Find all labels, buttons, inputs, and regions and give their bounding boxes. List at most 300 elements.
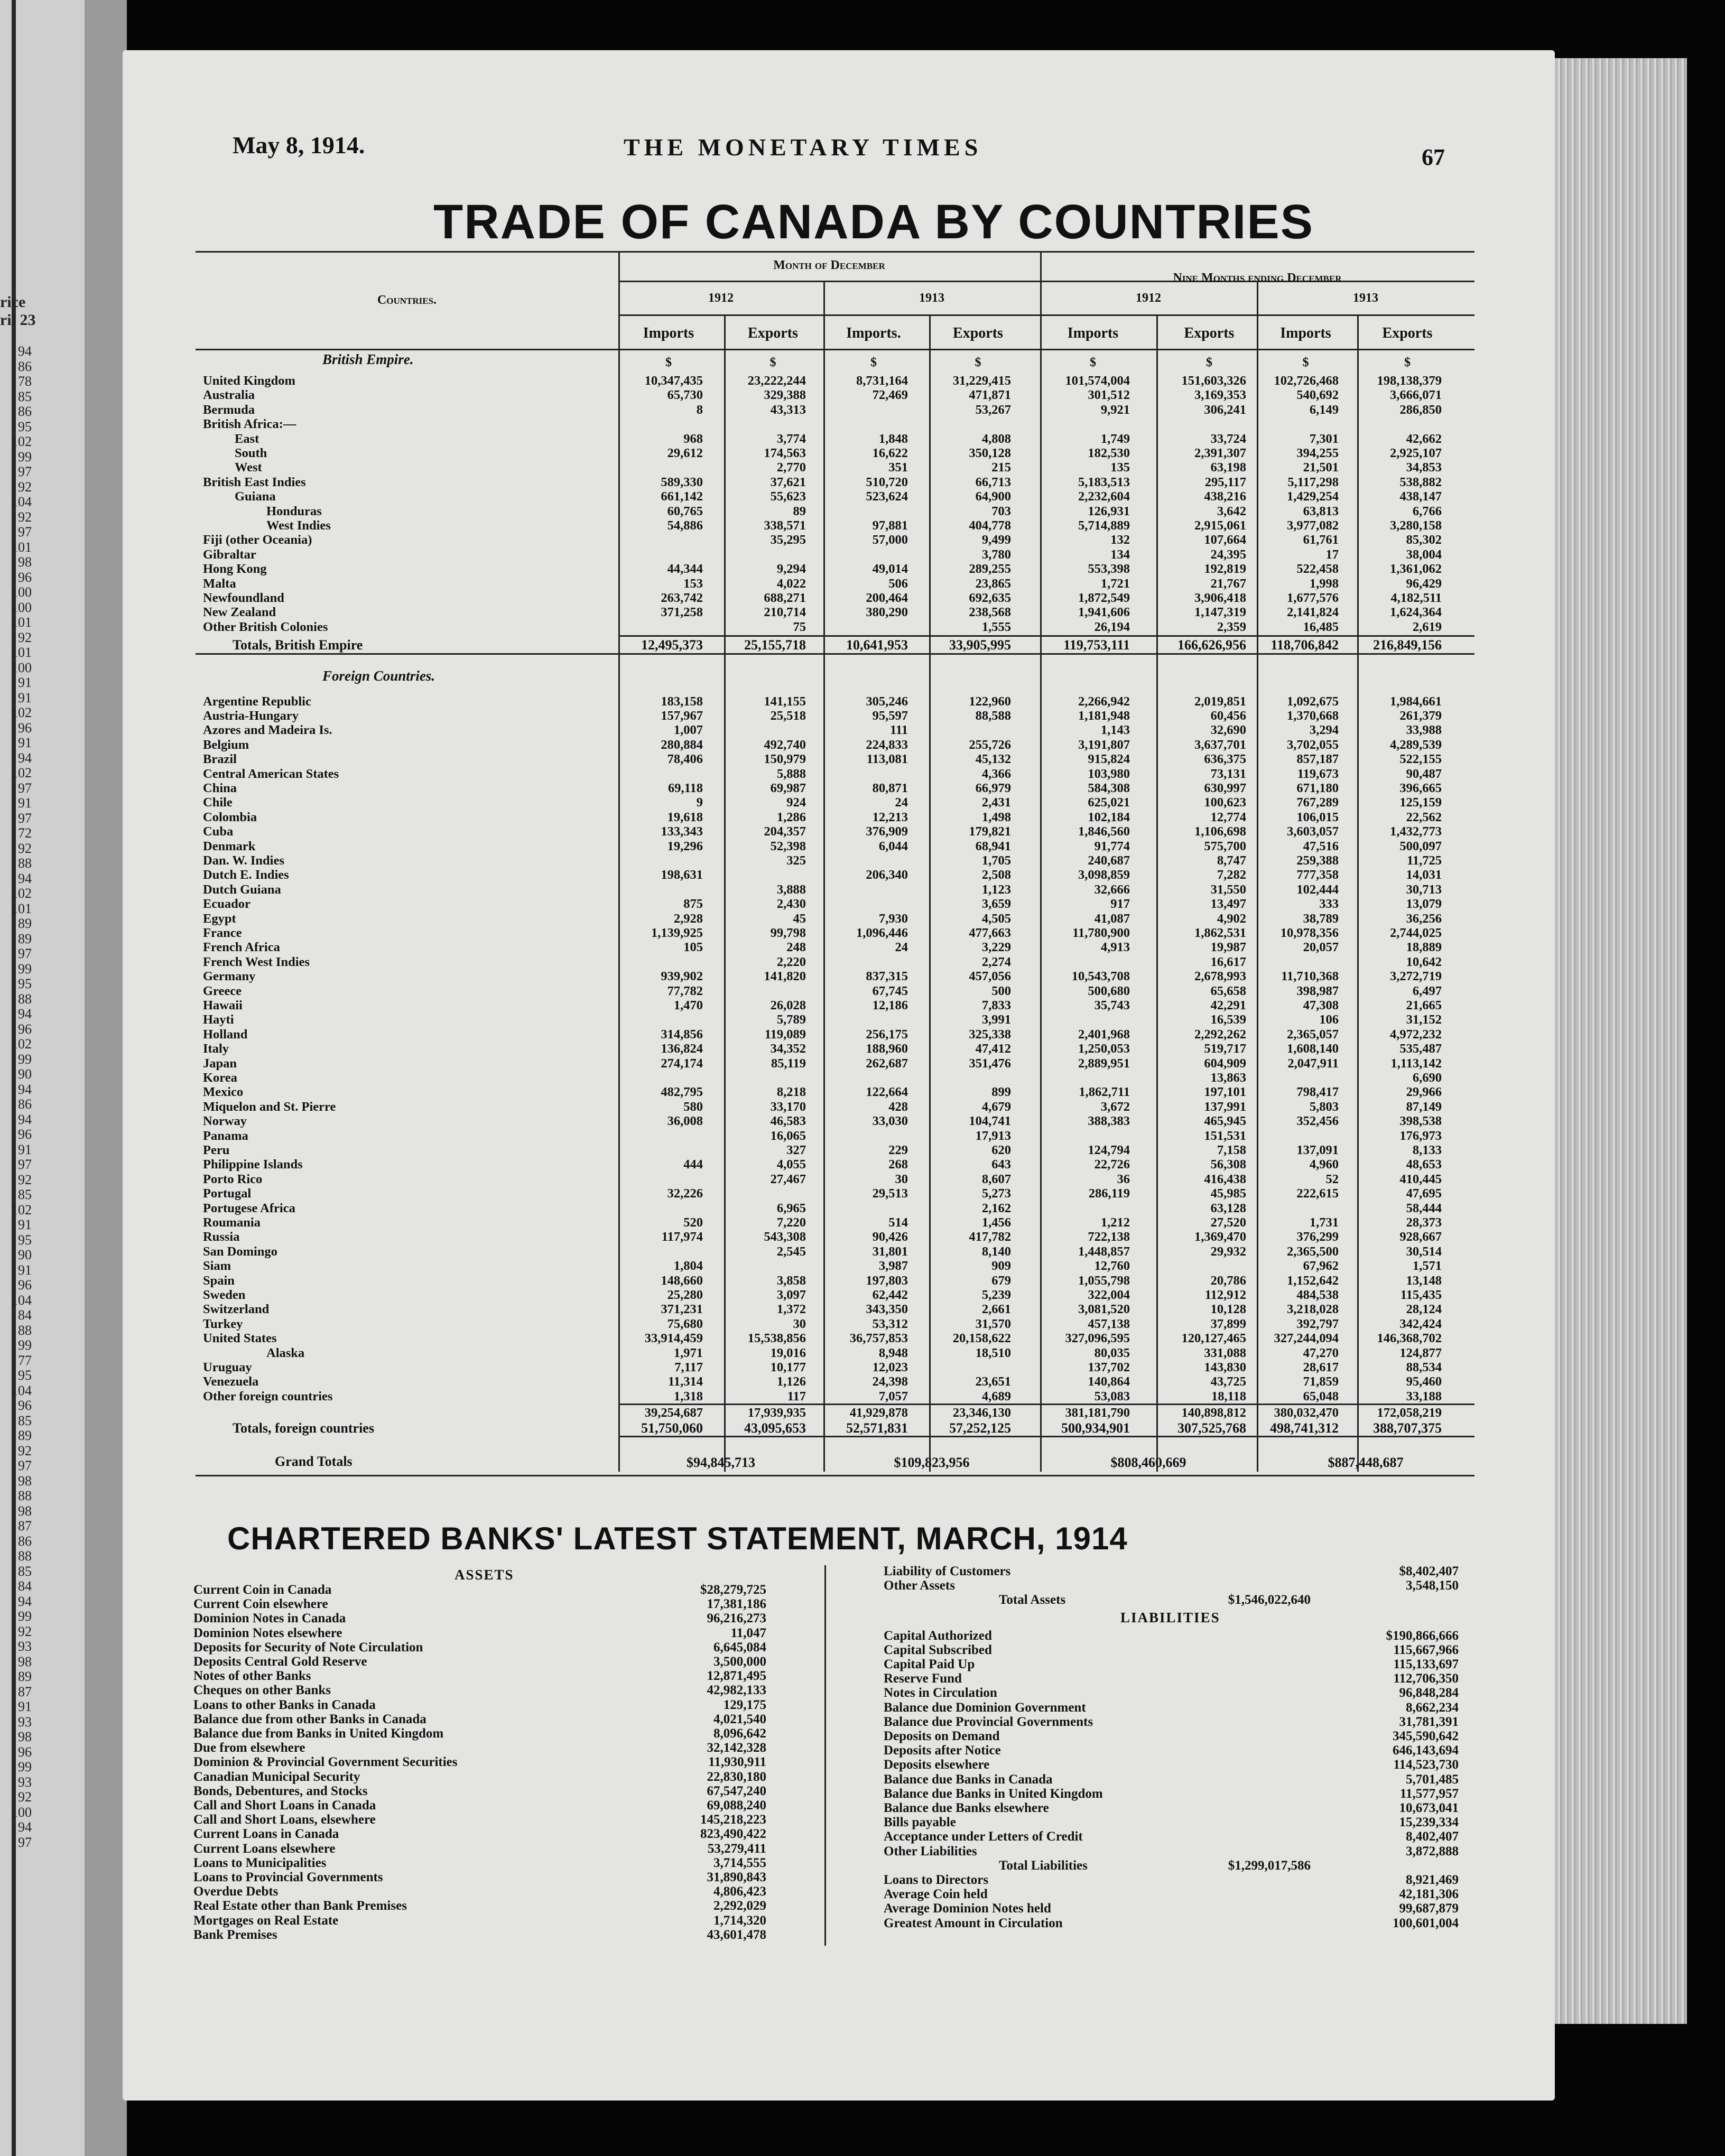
value-cell: 117,974 xyxy=(661,1230,703,1244)
facing-number: 84 xyxy=(18,1578,32,1594)
value-cell: 33,170 xyxy=(770,1099,806,1114)
value-cell: 19,016 xyxy=(770,1345,806,1360)
value-cell: 28,124 xyxy=(1406,1302,1442,1317)
statement-value: 42,982,133 xyxy=(707,1683,766,1698)
value-cell: 12,760 xyxy=(1094,1259,1130,1274)
value-cell: 679 xyxy=(991,1273,1011,1288)
value-cell: 10,347,435 xyxy=(644,374,703,388)
value-cell: 1,998 xyxy=(1309,576,1339,591)
table-row xyxy=(196,1027,1474,1042)
value-cell: 10,978,356 xyxy=(1280,926,1339,940)
value-cell: 29,932 xyxy=(1210,1244,1246,1259)
statement-label: Loans to Directors xyxy=(884,1873,989,1887)
statement-label: Deposits after Notice xyxy=(884,1743,1001,1758)
value-cell: 143,830 xyxy=(1204,1360,1246,1374)
value-cell: 95,460 xyxy=(1406,1374,1442,1389)
table-row xyxy=(196,518,1474,533)
facing-number: 93 xyxy=(18,1714,32,1730)
value-cell: 327 xyxy=(786,1143,806,1157)
value-cell: 398,987 xyxy=(1296,983,1339,998)
facing-number: 102 xyxy=(11,705,32,720)
value-cell: 12,774 xyxy=(1210,810,1246,824)
value-cell: 6,149 xyxy=(1309,402,1339,417)
table-row xyxy=(196,374,1474,388)
table-row xyxy=(196,577,1474,591)
table-row xyxy=(196,403,1474,417)
value-cell: 26,194 xyxy=(1094,619,1130,634)
value-cell: 1,456 xyxy=(981,1215,1011,1230)
value-cell: 3,272,719 xyxy=(1390,969,1442,984)
facing-number: 96 xyxy=(18,1127,32,1142)
country-name: Italy xyxy=(203,1042,229,1056)
table-row xyxy=(196,1259,1474,1273)
value-cell: 457,138 xyxy=(1088,1316,1130,1331)
value-cell: 60,456 xyxy=(1210,709,1246,723)
facing-number: 92 xyxy=(18,1172,32,1187)
table-row xyxy=(196,926,1474,940)
value-cell: 398,538 xyxy=(1399,1114,1442,1129)
value-cell: 671,180 xyxy=(1296,781,1339,795)
dollar-sign: $ xyxy=(769,356,776,369)
statement-value: $1,546,022,640 xyxy=(1228,1593,1311,1607)
value-cell: 210,714 xyxy=(764,605,806,620)
value-cell: 255,726 xyxy=(969,737,1011,752)
value-cell: 604,909 xyxy=(1204,1056,1246,1071)
table-row xyxy=(196,489,1474,504)
value-cell: 331,088 xyxy=(1204,1345,1246,1360)
statement-value: 6,645,084 xyxy=(713,1640,766,1655)
facing-page-column xyxy=(0,293,42,1850)
facing-number: 95 xyxy=(18,419,32,434)
table-row xyxy=(196,1129,1474,1143)
value-cell: 43,725 xyxy=(1210,1374,1246,1389)
value-cell: 42,662 xyxy=(1406,431,1442,446)
value-cell: 63,813 xyxy=(1303,504,1339,518)
country-name: French West Indies xyxy=(203,954,310,969)
value-cell: 6,690 xyxy=(1412,1071,1442,1085)
value-cell: 85,119 xyxy=(771,1056,806,1071)
statement-label: Dominion Notes in Canada xyxy=(193,1611,346,1626)
value-cell: 4,366 xyxy=(981,766,1011,781)
statement-value: 115,667,966 xyxy=(1393,1642,1459,1657)
value-cell: 1,971 xyxy=(673,1345,703,1360)
statement-value: 823,490,422 xyxy=(700,1827,766,1842)
section-title: British Empire. xyxy=(322,351,414,367)
value-cell: 630,997 xyxy=(1204,781,1246,795)
subtotal-rule xyxy=(618,1436,1474,1437)
value-cell: 2,162 xyxy=(981,1201,1011,1215)
value-cell: 204,357 xyxy=(764,824,806,839)
statement-label: Call and Short Loans, elsewhere xyxy=(193,1813,376,1827)
value-cell: 38,004 xyxy=(1406,547,1442,562)
value-cell: 5,714,889 xyxy=(1078,518,1130,533)
year-header: 1912 xyxy=(1136,291,1161,305)
value-cell: 580 xyxy=(683,1099,703,1114)
country-name: Belgium xyxy=(203,737,249,752)
value-cell: 8 xyxy=(696,402,703,417)
value-cell: 197,803 xyxy=(866,1273,908,1288)
value-cell: 183,158 xyxy=(661,694,703,709)
statement-value: 3,872,888 xyxy=(1406,1844,1459,1858)
facing-number: 88 xyxy=(18,1488,32,1503)
journal-title: THE MONETARY TIMES xyxy=(624,134,982,161)
year-header: 1913 xyxy=(919,291,944,305)
value-cell: 100,623 xyxy=(1204,795,1246,810)
dollar-sign: $ xyxy=(665,356,672,369)
column-header: Imports xyxy=(1067,325,1119,341)
value-cell: 33,914,459 xyxy=(644,1331,703,1346)
value-cell: 1,624,364 xyxy=(1390,605,1442,620)
year-header: 1912 xyxy=(708,291,734,305)
grand-total-label: Grand Totals xyxy=(275,1454,353,1469)
statement-label: Current Loans elsewhere xyxy=(193,1841,336,1856)
value-cell: 553,398 xyxy=(1088,562,1130,577)
statement-value: 100,601,004 xyxy=(1393,1916,1459,1930)
value-cell: 417,782 xyxy=(969,1230,1011,1244)
country-name: Switzerland xyxy=(203,1302,270,1317)
value-cell: 2,545 xyxy=(776,1244,806,1259)
value-cell: 444 xyxy=(683,1157,703,1172)
table-row xyxy=(196,1143,1474,1157)
value-cell: 274,174 xyxy=(661,1056,703,1071)
value-cell: 133,343 xyxy=(661,824,703,839)
facing-number: 98 xyxy=(18,1729,32,1744)
facing-number: 99 xyxy=(18,1759,32,1774)
statement-label: Overdue Debts xyxy=(193,1884,279,1899)
value-cell: 261,379 xyxy=(1399,709,1442,723)
value-cell: 325 xyxy=(786,853,806,868)
value-cell: 343,350 xyxy=(866,1302,908,1317)
value-cell: 80,035 xyxy=(1094,1345,1130,1360)
value-cell: 11,314 xyxy=(667,1374,703,1389)
country-name: Hawaii xyxy=(203,998,243,1012)
dollar-sign: $ xyxy=(1206,356,1212,369)
value-cell: 55,623 xyxy=(770,489,806,504)
value-cell: 17,913 xyxy=(975,1128,1011,1143)
statement-value: $190,866,666 xyxy=(1386,1628,1459,1643)
facing-header-text: rice xyxy=(0,293,26,311)
facing-number: 96 xyxy=(18,569,32,585)
value-cell: 12,213 xyxy=(872,810,908,824)
value-cell: 1,096,446 xyxy=(856,926,908,940)
value-cell: 28,617 xyxy=(1303,1360,1339,1374)
value-cell: 8,948 xyxy=(878,1345,908,1360)
value-cell: 381,181,790 xyxy=(1065,1406,1130,1420)
value-cell: 1,498 xyxy=(981,810,1011,824)
facing-number: 92 xyxy=(18,1443,32,1458)
assets-heading: ASSETS xyxy=(455,1567,514,1583)
value-cell: 67,962 xyxy=(1303,1259,1339,1274)
value-cell: 29,966 xyxy=(1406,1085,1442,1100)
facing-number: 99 xyxy=(18,449,32,464)
facing-number: 101 xyxy=(11,645,32,660)
value-cell: 23,222,244 xyxy=(747,374,806,388)
value-cell: 119,753,111 xyxy=(1063,637,1130,653)
liabilities-heading: LIABILITIES xyxy=(1120,1609,1220,1625)
statement-label: Reserve Fund xyxy=(884,1671,962,1686)
value-cell: 53,267 xyxy=(975,402,1011,417)
value-cell: 5,789 xyxy=(776,1012,806,1027)
value-cell: 2,915,061 xyxy=(1194,518,1246,533)
table-row xyxy=(196,998,1474,1012)
facing-number: 104 xyxy=(11,1292,32,1308)
value-cell: 47,695 xyxy=(1406,1186,1442,1201)
country-name: French Africa xyxy=(203,940,280,955)
value-cell: 125,159 xyxy=(1399,795,1442,810)
statement-label: Current Loans in Canada xyxy=(193,1827,339,1842)
value-cell: 1,608,140 xyxy=(1287,1042,1339,1056)
facing-number: 95 xyxy=(18,1368,32,1383)
country-name: Newfoundland xyxy=(203,591,284,605)
statement-label: Loans to other Banks in Canada xyxy=(193,1697,376,1712)
facing-number: 102 xyxy=(11,886,32,901)
value-cell: 394,255 xyxy=(1296,446,1339,460)
value-cell: 10,641,953 xyxy=(846,637,908,653)
value-cell: 8,731,164 xyxy=(856,374,908,388)
value-cell: 327,244,094 xyxy=(1274,1331,1339,1346)
value-cell: 65,658 xyxy=(1210,983,1246,998)
value-cell: 3,702,055 xyxy=(1287,737,1339,752)
country-name: Dutch Guiana xyxy=(203,882,281,897)
value-cell: 12,495,373 xyxy=(641,637,703,653)
value-cell: 506 xyxy=(888,576,908,591)
table-row xyxy=(196,1374,1474,1389)
value-cell: 3,169,353 xyxy=(1194,388,1246,403)
value-cell: 78,406 xyxy=(667,752,703,767)
country-name: Venezuela xyxy=(203,1374,259,1389)
statement-value: 17,381,186 xyxy=(707,1597,766,1612)
value-cell: 13,079 xyxy=(1406,897,1442,912)
table-row xyxy=(196,446,1474,460)
value-cell: 174,563 xyxy=(764,446,806,460)
value-cell: 1,862,711 xyxy=(1079,1085,1130,1100)
value-cell: 1,318 xyxy=(673,1389,703,1404)
column-header: Imports xyxy=(1280,325,1331,341)
country-name: Totals, foreign countries xyxy=(233,1420,374,1436)
value-cell: 102,184 xyxy=(1088,810,1130,824)
statement-label: Notes in Circulation xyxy=(884,1686,997,1700)
table-row xyxy=(196,460,1474,475)
facing-number: 95 xyxy=(18,1232,32,1248)
value-cell: 3,229 xyxy=(981,940,1011,955)
value-cell: 410,445 xyxy=(1399,1172,1442,1186)
statement-label: Average Coin held xyxy=(884,1887,988,1902)
facing-number: 96 xyxy=(18,1277,32,1293)
value-cell: 3,977,082 xyxy=(1287,518,1339,533)
value-cell: 43,313 xyxy=(770,402,806,417)
statement-label: Balance due Provincial Governments xyxy=(884,1714,1093,1729)
table-row xyxy=(196,839,1474,853)
table-row xyxy=(196,547,1474,562)
table-row xyxy=(196,1346,1474,1360)
value-cell: 19,987 xyxy=(1210,940,1246,955)
value-cell: 24 xyxy=(895,940,908,955)
value-cell: 10,128 xyxy=(1210,1302,1246,1317)
value-cell: 538,882 xyxy=(1399,475,1442,489)
value-cell: 90,426 xyxy=(872,1230,908,1244)
table-row xyxy=(196,1114,1474,1128)
value-cell: 1,705 xyxy=(981,853,1011,868)
value-cell: 388,707,375 xyxy=(1373,1420,1442,1436)
table-row xyxy=(196,533,1474,547)
country-name: San Domingo xyxy=(203,1244,277,1259)
value-cell: 65,730 xyxy=(667,388,703,403)
facing-number: 89 xyxy=(18,1428,32,1443)
facing-number: 94 xyxy=(18,343,32,359)
grand-total-value: $808,460,669 xyxy=(1110,1455,1186,1470)
value-cell: 482,795 xyxy=(661,1085,703,1100)
facing-number: 100 xyxy=(11,1804,32,1820)
country-name: Sweden xyxy=(203,1288,246,1302)
value-cell: 192,819 xyxy=(1204,562,1246,577)
value-cell: 22,726 xyxy=(1094,1157,1130,1172)
value-cell: 18,118 xyxy=(1211,1389,1246,1404)
value-cell: 1,212 xyxy=(1100,1215,1130,1230)
group-header: Nine Months ending December xyxy=(1173,271,1342,285)
statement-label: Deposits on Demand xyxy=(884,1729,1000,1743)
column-header: Exports xyxy=(748,325,798,341)
value-cell: 1,804 xyxy=(673,1259,703,1274)
value-cell: 1,286 xyxy=(776,810,806,824)
value-cell: 141,155 xyxy=(764,694,806,709)
value-cell: 106,015 xyxy=(1296,810,1339,824)
value-cell: 24 xyxy=(895,795,908,810)
value-cell: 112,912 xyxy=(1204,1288,1246,1302)
statement-label: Other Liabilities xyxy=(884,1844,977,1858)
value-cell: 1,123 xyxy=(981,882,1011,897)
value-cell: 7,220 xyxy=(776,1215,806,1230)
statement-label: Capital Authorized xyxy=(884,1628,992,1643)
value-cell: 87,149 xyxy=(1406,1099,1442,1114)
value-cell: 2,431 xyxy=(981,795,1011,810)
country-name: British East Indies xyxy=(203,475,306,489)
value-cell: 69,118 xyxy=(667,781,703,795)
value-cell: 20,786 xyxy=(1210,1273,1246,1288)
value-cell: 35,295 xyxy=(770,533,806,547)
facing-number: 93 xyxy=(18,1774,32,1790)
statement-label: Greatest Amount in Circulation xyxy=(884,1916,1063,1930)
statement-value: 43,601,478 xyxy=(707,1927,766,1942)
statement-value: 4,806,423 xyxy=(713,1884,766,1899)
value-cell: 3,081,520 xyxy=(1078,1302,1130,1317)
value-cell: 17,939,935 xyxy=(747,1406,806,1420)
country-name: China xyxy=(203,781,237,795)
facing-number: 99 xyxy=(18,961,32,977)
value-cell: 1,055,798 xyxy=(1078,1273,1130,1288)
facing-number: 93 xyxy=(18,1639,32,1654)
value-cell: 643 xyxy=(991,1157,1011,1172)
value-cell: 52 xyxy=(1325,1172,1339,1186)
statement-value: 345,590,642 xyxy=(1393,1729,1459,1743)
facing-number: 96 xyxy=(18,1744,32,1760)
value-cell: 137,091 xyxy=(1296,1143,1339,1157)
value-cell: 7,301 xyxy=(1309,431,1339,446)
value-cell: 16,485 xyxy=(1303,619,1339,634)
country-name: Argentine Republic xyxy=(203,694,311,709)
grand-total-value: $94,845,713 xyxy=(687,1455,755,1470)
table-row xyxy=(196,1056,1474,1071)
table-row xyxy=(196,897,1474,911)
value-cell: 305,246 xyxy=(866,694,908,709)
facing-number: 97 xyxy=(18,946,32,961)
value-cell: 206,340 xyxy=(866,868,908,882)
value-cell: 53,083 xyxy=(1094,1389,1130,1404)
value-cell: 60,765 xyxy=(667,504,703,518)
value-cell: 510,720 xyxy=(866,475,908,489)
value-cell: 51,750,060 xyxy=(641,1420,703,1436)
value-cell: 703 xyxy=(991,504,1011,518)
facing-number: 101 xyxy=(11,615,32,630)
statement-label: Balance due from Banks in United Kingdom xyxy=(193,1726,444,1741)
value-cell: 248 xyxy=(786,940,806,955)
value-cell: 376,909 xyxy=(866,824,908,839)
country-name: West xyxy=(235,460,262,475)
value-cell: 371,258 xyxy=(661,605,703,620)
value-cell: 1,470 xyxy=(673,998,703,1012)
country-name: Malta xyxy=(203,576,236,591)
countries-header: Countries. xyxy=(377,293,437,307)
country-name: Uruguay xyxy=(203,1360,252,1374)
value-cell: 215 xyxy=(991,460,1011,475)
value-cell: 52,571,831 xyxy=(846,1420,908,1436)
value-cell: 9 xyxy=(696,795,703,810)
country-name: Miquelon and St. Pierre xyxy=(203,1099,336,1114)
statement-label: Balance due Banks in Canada xyxy=(884,1772,1053,1787)
statement-value: $1,299,017,586 xyxy=(1228,1858,1311,1873)
value-cell: 99,798 xyxy=(770,926,806,940)
foreign-subtotal-row xyxy=(196,1406,1474,1420)
facing-number: 95 xyxy=(18,976,32,991)
total-row xyxy=(196,637,1474,652)
value-cell: 428 xyxy=(888,1099,908,1114)
value-cell: 915,824 xyxy=(1088,752,1130,767)
value-cell: 7,833 xyxy=(981,998,1011,1012)
value-cell: 48,653 xyxy=(1406,1157,1442,1172)
value-cell: 28,373 xyxy=(1406,1215,1442,1230)
facing-number: 97 xyxy=(18,1834,32,1850)
facing-number: 89 xyxy=(18,1669,32,1684)
country-name: Norway xyxy=(203,1114,247,1129)
group-header: Month of December xyxy=(773,258,885,272)
column-header: Exports xyxy=(1184,325,1235,341)
value-cell: 5,803 xyxy=(1309,1099,1339,1114)
value-cell: 106 xyxy=(1319,1012,1339,1027)
value-cell: 22,562 xyxy=(1406,810,1442,824)
value-cell: 1,007 xyxy=(673,723,703,738)
value-cell: 47,270 xyxy=(1303,1345,1339,1360)
value-cell: 57,000 xyxy=(872,533,908,547)
value-cell: 31,801 xyxy=(872,1244,908,1259)
table-row xyxy=(196,1317,1474,1331)
value-cell: 37,899 xyxy=(1210,1316,1246,1331)
value-cell: 198,631 xyxy=(661,868,703,882)
facing-number: 91 xyxy=(18,690,32,705)
value-cell: 33,988 xyxy=(1406,723,1442,738)
value-cell: 3,780 xyxy=(981,547,1011,562)
value-cell: 229 xyxy=(888,1143,908,1157)
table-row xyxy=(196,475,1474,489)
country-name: Gibraltar xyxy=(203,547,256,562)
value-cell: 80,871 xyxy=(872,781,908,795)
value-cell: 2,365,057 xyxy=(1287,1027,1339,1042)
value-cell: 119,089 xyxy=(764,1027,806,1042)
country-name: Honduras xyxy=(266,504,322,518)
table-row xyxy=(196,1186,1474,1201)
statement-value: 69,088,240 xyxy=(707,1798,766,1813)
value-cell: 589,330 xyxy=(661,475,703,489)
value-cell: 16,617 xyxy=(1210,954,1246,969)
country-name: Ecuador xyxy=(203,897,251,912)
